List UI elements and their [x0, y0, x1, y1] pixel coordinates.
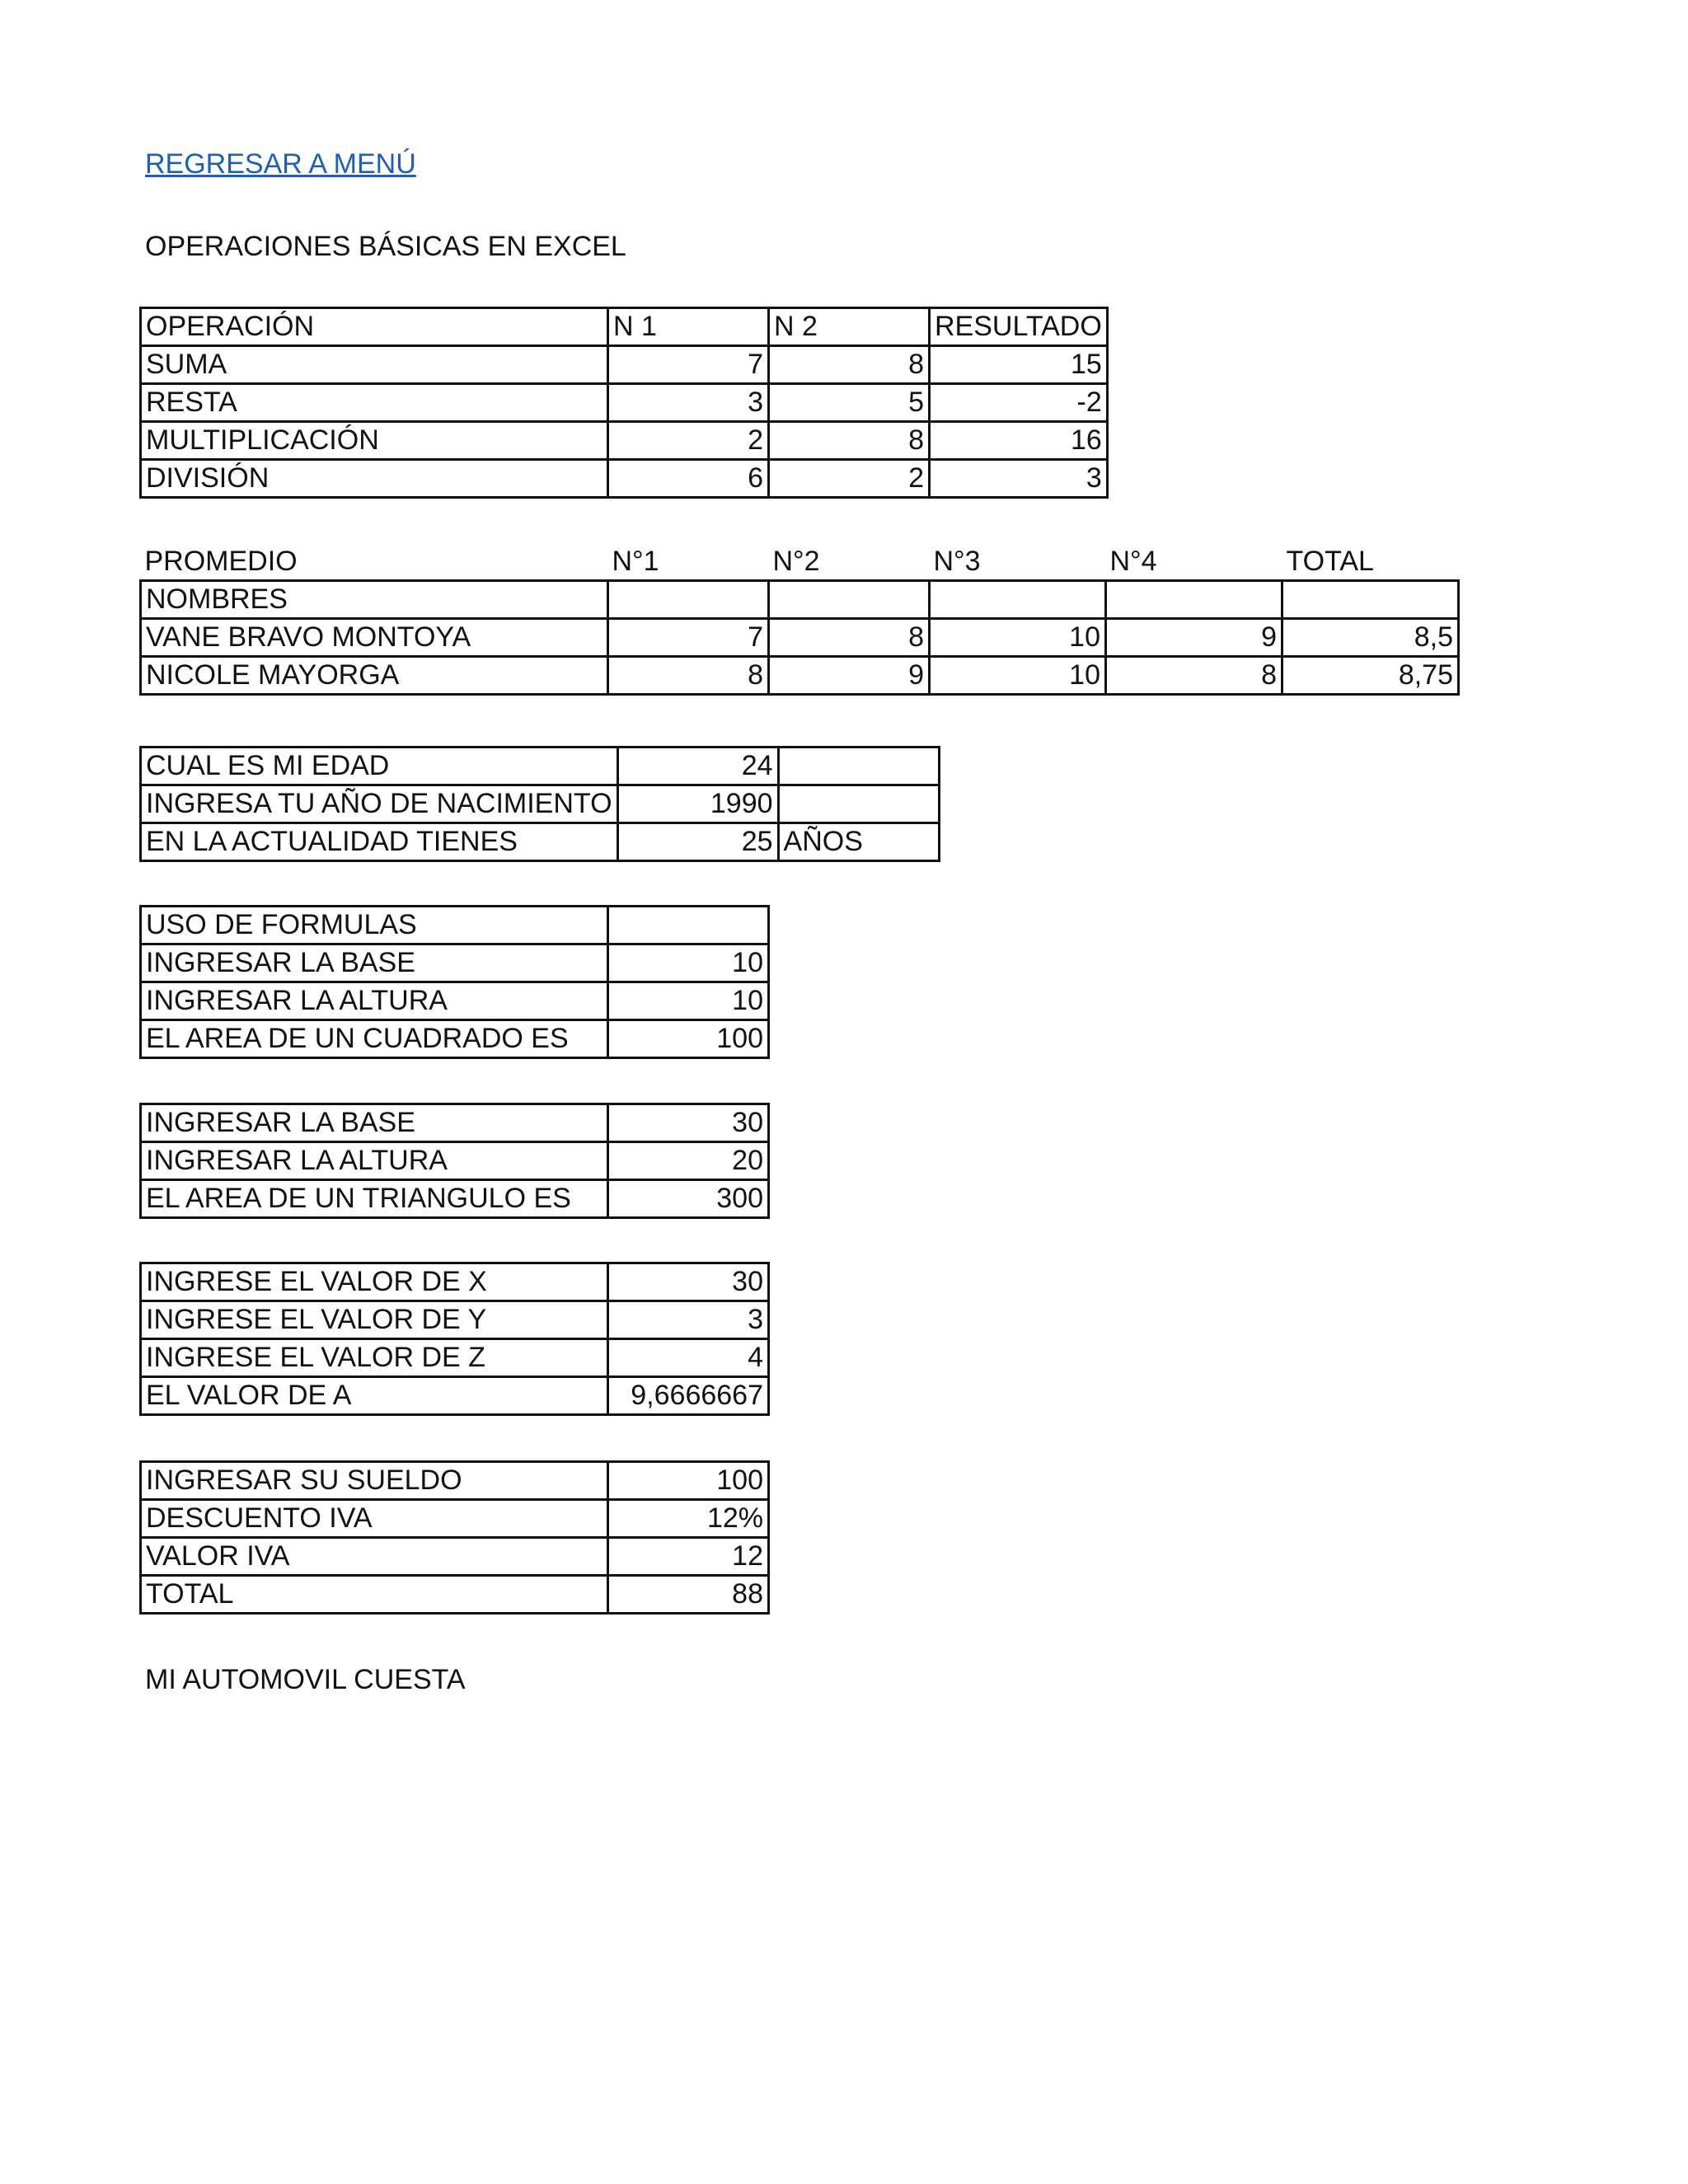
row-label[interactable]: SUMA [141, 346, 608, 384]
n2-cell[interactable]: 5 [769, 384, 930, 422]
table-row [141, 384, 1108, 422]
row-label[interactable]: TOTAL [141, 1576, 608, 1614]
header-cell: N°4 [1109, 546, 1157, 577]
row-label[interactable]: EL AREA DE UN CUADRADO ES [141, 1020, 608, 1058]
unit-cell[interactable] [778, 785, 939, 823]
page-title: OPERACIONES BÁSICAS EN EXCEL [145, 231, 626, 262]
xyz-values-table [139, 1262, 770, 1416]
average-table [139, 544, 1460, 696]
value-cell[interactable]: 25 [617, 823, 778, 861]
table-row [141, 1538, 769, 1576]
total-cell[interactable]: 8,75 [1282, 657, 1459, 695]
n1-cell[interactable]: 2 [608, 422, 769, 460]
n1-cell[interactable]: 7 [608, 346, 769, 384]
value-cell[interactable]: 10 [608, 944, 769, 982]
value-cell[interactable] [608, 907, 769, 944]
salary-table [139, 1460, 770, 1615]
empty-cell[interactable] [769, 581, 930, 619]
n2-cell[interactable]: 2 [769, 460, 930, 498]
n2-cell[interactable]: 8 [769, 422, 930, 460]
value-cell[interactable]: 10 [608, 982, 769, 1020]
value-cell[interactable]: 4 [608, 1339, 769, 1377]
result-cell[interactable]: -2 [930, 384, 1108, 422]
grade-cell[interactable]: 9 [1106, 619, 1282, 657]
table-row [141, 460, 1108, 498]
back-to-menu-link[interactable]: REGRESAR A MENÚ [145, 148, 416, 180]
row-label[interactable]: INGRESAR SU SUELDO [141, 1462, 608, 1500]
table-row [141, 1104, 769, 1142]
value-cell[interactable]: 24 [617, 748, 778, 785]
value-cell[interactable]: 88 [608, 1576, 769, 1614]
table-row [141, 785, 940, 823]
table-row [141, 1263, 769, 1301]
result-cell[interactable]: 15 [930, 346, 1108, 384]
table-row [141, 1500, 769, 1538]
table-row [141, 1020, 769, 1058]
value-cell[interactable]: 12% [608, 1500, 769, 1538]
value-cell[interactable]: 9,6666667 [608, 1377, 769, 1415]
row-label[interactable]: INGRESAR LA BASE [141, 1104, 608, 1142]
table-row [141, 1339, 769, 1377]
header-cell: RESULTADO [930, 308, 1108, 346]
unit-cell[interactable]: AÑOS [778, 823, 939, 861]
table-row [141, 1142, 769, 1180]
table-row [141, 1180, 769, 1218]
table-row [141, 748, 940, 785]
value-cell[interactable]: 12 [608, 1538, 769, 1576]
header-cell: N 2 [769, 308, 930, 346]
footer-text: MI AUTOMOVIL CUESTA [145, 1664, 466, 1695]
value-cell[interactable]: 30 [608, 1104, 769, 1142]
header-cell: N 1 [608, 308, 769, 346]
value-cell[interactable]: 1990 [617, 785, 778, 823]
value-cell[interactable]: 300 [608, 1180, 769, 1218]
row-label[interactable]: RESTA [141, 384, 608, 422]
row-label[interactable]: USO DE FORMULAS [141, 907, 608, 944]
triangle-area-table [139, 1103, 770, 1219]
header-cell: OPERACIÓN [141, 308, 608, 346]
row-label[interactable]: DIVISIÓN [141, 460, 608, 498]
row-label[interactable]: INGRESE EL VALOR DE Y [141, 1301, 608, 1339]
total-cell[interactable]: 8,5 [1282, 619, 1459, 657]
square-area-table [139, 905, 770, 1059]
row-label[interactable]: MULTIPLICACIÓN [141, 422, 608, 460]
table-row [141, 1576, 769, 1614]
table-row [141, 619, 1459, 657]
row-label[interactable]: INGRESE EL VALOR DE Z [141, 1339, 608, 1377]
grade-cell[interactable]: 7 [608, 619, 769, 657]
names-label[interactable]: NOMBRES [141, 581, 608, 619]
header-cell: PROMEDIO [144, 546, 298, 577]
grade-cell[interactable]: 9 [769, 657, 930, 695]
row-label[interactable]: DESCUENTO IVA [141, 1500, 608, 1538]
result-cell[interactable]: 16 [930, 422, 1108, 460]
empty-cell[interactable] [1282, 581, 1459, 619]
n2-cell[interactable]: 8 [769, 346, 930, 384]
table-row [141, 1301, 769, 1339]
table-row [141, 1377, 769, 1415]
age-table [139, 746, 940, 862]
row-label[interactable]: EL VALOR DE A [141, 1377, 608, 1415]
n1-cell[interactable]: 3 [608, 384, 769, 422]
row-label[interactable]: INGRESAR LA BASE [141, 944, 608, 982]
grade-cell[interactable]: 8 [769, 619, 930, 657]
row-label[interactable]: CUAL ES MI EDAD [141, 748, 618, 785]
result-cell[interactable]: 3 [930, 460, 1108, 498]
row-label[interactable]: INGRESA TU AÑO DE NACIMIENTO [141, 785, 618, 823]
row-label[interactable]: INGRESAR LA ALTURA [141, 1142, 608, 1180]
unit-cell[interactable] [778, 748, 939, 785]
row-label[interactable]: EN LA ACTUALIDAD TIENES [141, 823, 618, 861]
header-cell: N°2 [772, 546, 820, 577]
table-row [141, 944, 769, 982]
value-cell[interactable]: 30 [608, 1263, 769, 1301]
grade-cell[interactable]: 10 [930, 619, 1106, 657]
grade-cell[interactable]: 8 [1106, 657, 1282, 695]
row-label[interactable]: VALOR IVA [141, 1538, 608, 1576]
row-label[interactable]: INGRESAR LA ALTURA [141, 982, 608, 1020]
table-row [141, 982, 769, 1020]
header-cell: N°1 [612, 546, 659, 577]
empty-cell[interactable] [930, 581, 1106, 619]
table-row [141, 823, 940, 861]
value-cell[interactable]: 100 [608, 1020, 769, 1058]
row-label[interactable]: INGRESE EL VALOR DE X [141, 1263, 608, 1301]
operations-table [139, 307, 1109, 499]
row-label[interactable]: EL AREA DE UN TRIANGULO ES [141, 1180, 608, 1218]
grade-cell[interactable]: 10 [930, 657, 1106, 695]
header-cell: N°3 [933, 546, 981, 577]
student-name[interactable]: NICOLE MAYORGA [141, 657, 608, 695]
table-header-row [141, 308, 1108, 346]
n1-cell[interactable]: 6 [608, 460, 769, 498]
value-cell[interactable]: 100 [608, 1462, 769, 1500]
table-row [141, 1462, 769, 1500]
table-row [141, 907, 769, 944]
student-name[interactable]: VANE BRAVO MONTOYA [141, 619, 608, 657]
value-cell[interactable]: 20 [608, 1142, 769, 1180]
empty-cell[interactable] [608, 581, 769, 619]
table-header-row [141, 544, 1459, 581]
table-row [141, 581, 1459, 619]
empty-cell[interactable] [1106, 581, 1282, 619]
grade-cell[interactable]: 8 [608, 657, 769, 695]
table-row [141, 346, 1108, 384]
header-cell: TOTAL [1286, 546, 1374, 577]
table-row [141, 657, 1459, 695]
value-cell[interactable]: 3 [608, 1301, 769, 1339]
table-row [141, 422, 1108, 460]
